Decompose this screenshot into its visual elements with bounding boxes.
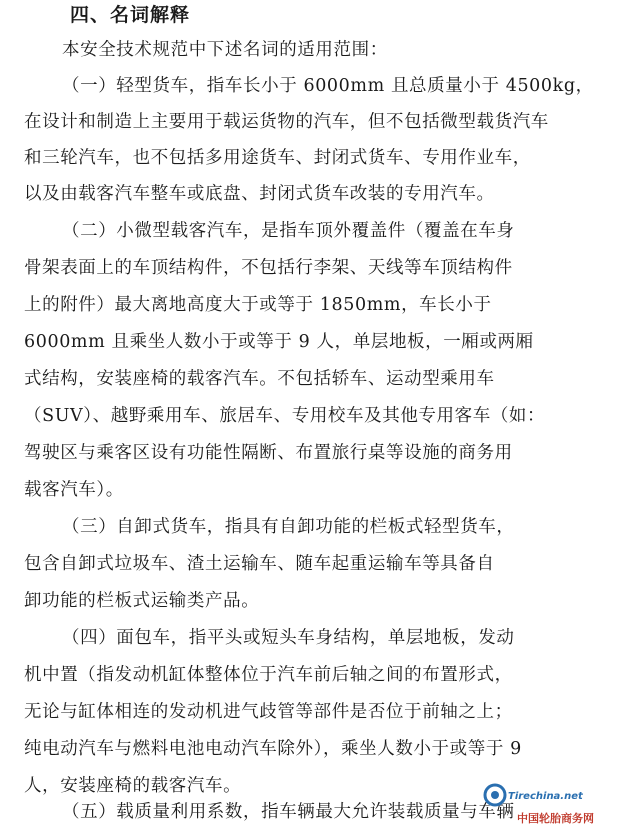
para-3-line-2: 包含自卸式垃圾车、渣土运输车、随车起重运输车等具备自	[24, 554, 495, 574]
para-4-line-3: 无论与缸体相连的发动机进气歧管等部件是否位于前轴之上；	[24, 702, 513, 722]
section-heading: 四、名词解释	[70, 4, 191, 26]
para-2-line-8: 载客汽车）。	[24, 480, 124, 500]
para-2-line-4: 6000mm 且乘坐人数小于或等于 9 人，单层地板，一厢或两厢	[24, 332, 534, 352]
para-1-line-2: 在设计和制造上主要用于载运货物的汽车，但不包括微型载货汽车	[24, 112, 549, 132]
intro-line: 本安全技术规范中下述名词的适用范围：	[62, 40, 388, 60]
watermark-caption: 中国轮胎商务网	[517, 812, 594, 825]
para-2-line-7: 驾驶区与乘客区设有功能性隔断、布置旅行桌等设施的商务用	[24, 443, 513, 463]
tirechina-logo	[484, 782, 583, 808]
para-2-line-5: 式结构，安装座椅的载客汽车。不包括轿车、运动型乘用车	[24, 369, 495, 389]
para-4-line-2: 机中置（指发动机缸体整体位于汽车前后轴之间的布置形式，	[24, 665, 513, 685]
para-3-line-1: （三）自卸式货车，指具有自卸功能的栏板式轻型货车，	[62, 517, 515, 537]
watermark-logo-text: Tirechina.net	[508, 791, 583, 802]
para-1-line-1: （一）轻型货车，指车长小于 6000mm 且总质量小于 4500kg，	[62, 76, 594, 96]
para-4-line-4: 纯电动汽车与燃料电池电动汽车除外），乘坐人数小于或等于 9	[24, 739, 522, 759]
watermark	[484, 782, 594, 826]
para-2-line-2: 骨架表面上的车顶结构件，不包括行李架、天线等车顶结构件	[24, 258, 513, 278]
para-4-line-5: 人，安装座椅的载客汽车。	[24, 776, 242, 796]
para-2-line-1: （二）小微型载客汽车，是指车顶外覆盖件（覆盖在车身	[62, 221, 515, 241]
para-5-line-1: （五）载质量利用系数，指车辆最大允许装载质量与车辆	[62, 802, 515, 822]
para-3-line-3: 卸功能的栏板式运输类产品。	[24, 591, 260, 611]
para-1-line-4: 以及由载客汽车整车或底盘、封闭式货车改装的专用汽车。	[24, 184, 495, 204]
para-4-line-1: （四）面包车，指平头或短头车身结构，单层地板，发动	[62, 628, 515, 648]
para-2-line-3: 上的附件）最大离地高度大于或等于 1850mm，车长小于	[24, 295, 492, 315]
para-2-line-6: （SUV）、越野乘用车、旅居车、专用校车及其他专用客车（如：	[24, 406, 546, 426]
para-1-line-3: 和三轮汽车，也不包括多用途货车、封闭式货车、专用作业车，	[24, 148, 531, 168]
